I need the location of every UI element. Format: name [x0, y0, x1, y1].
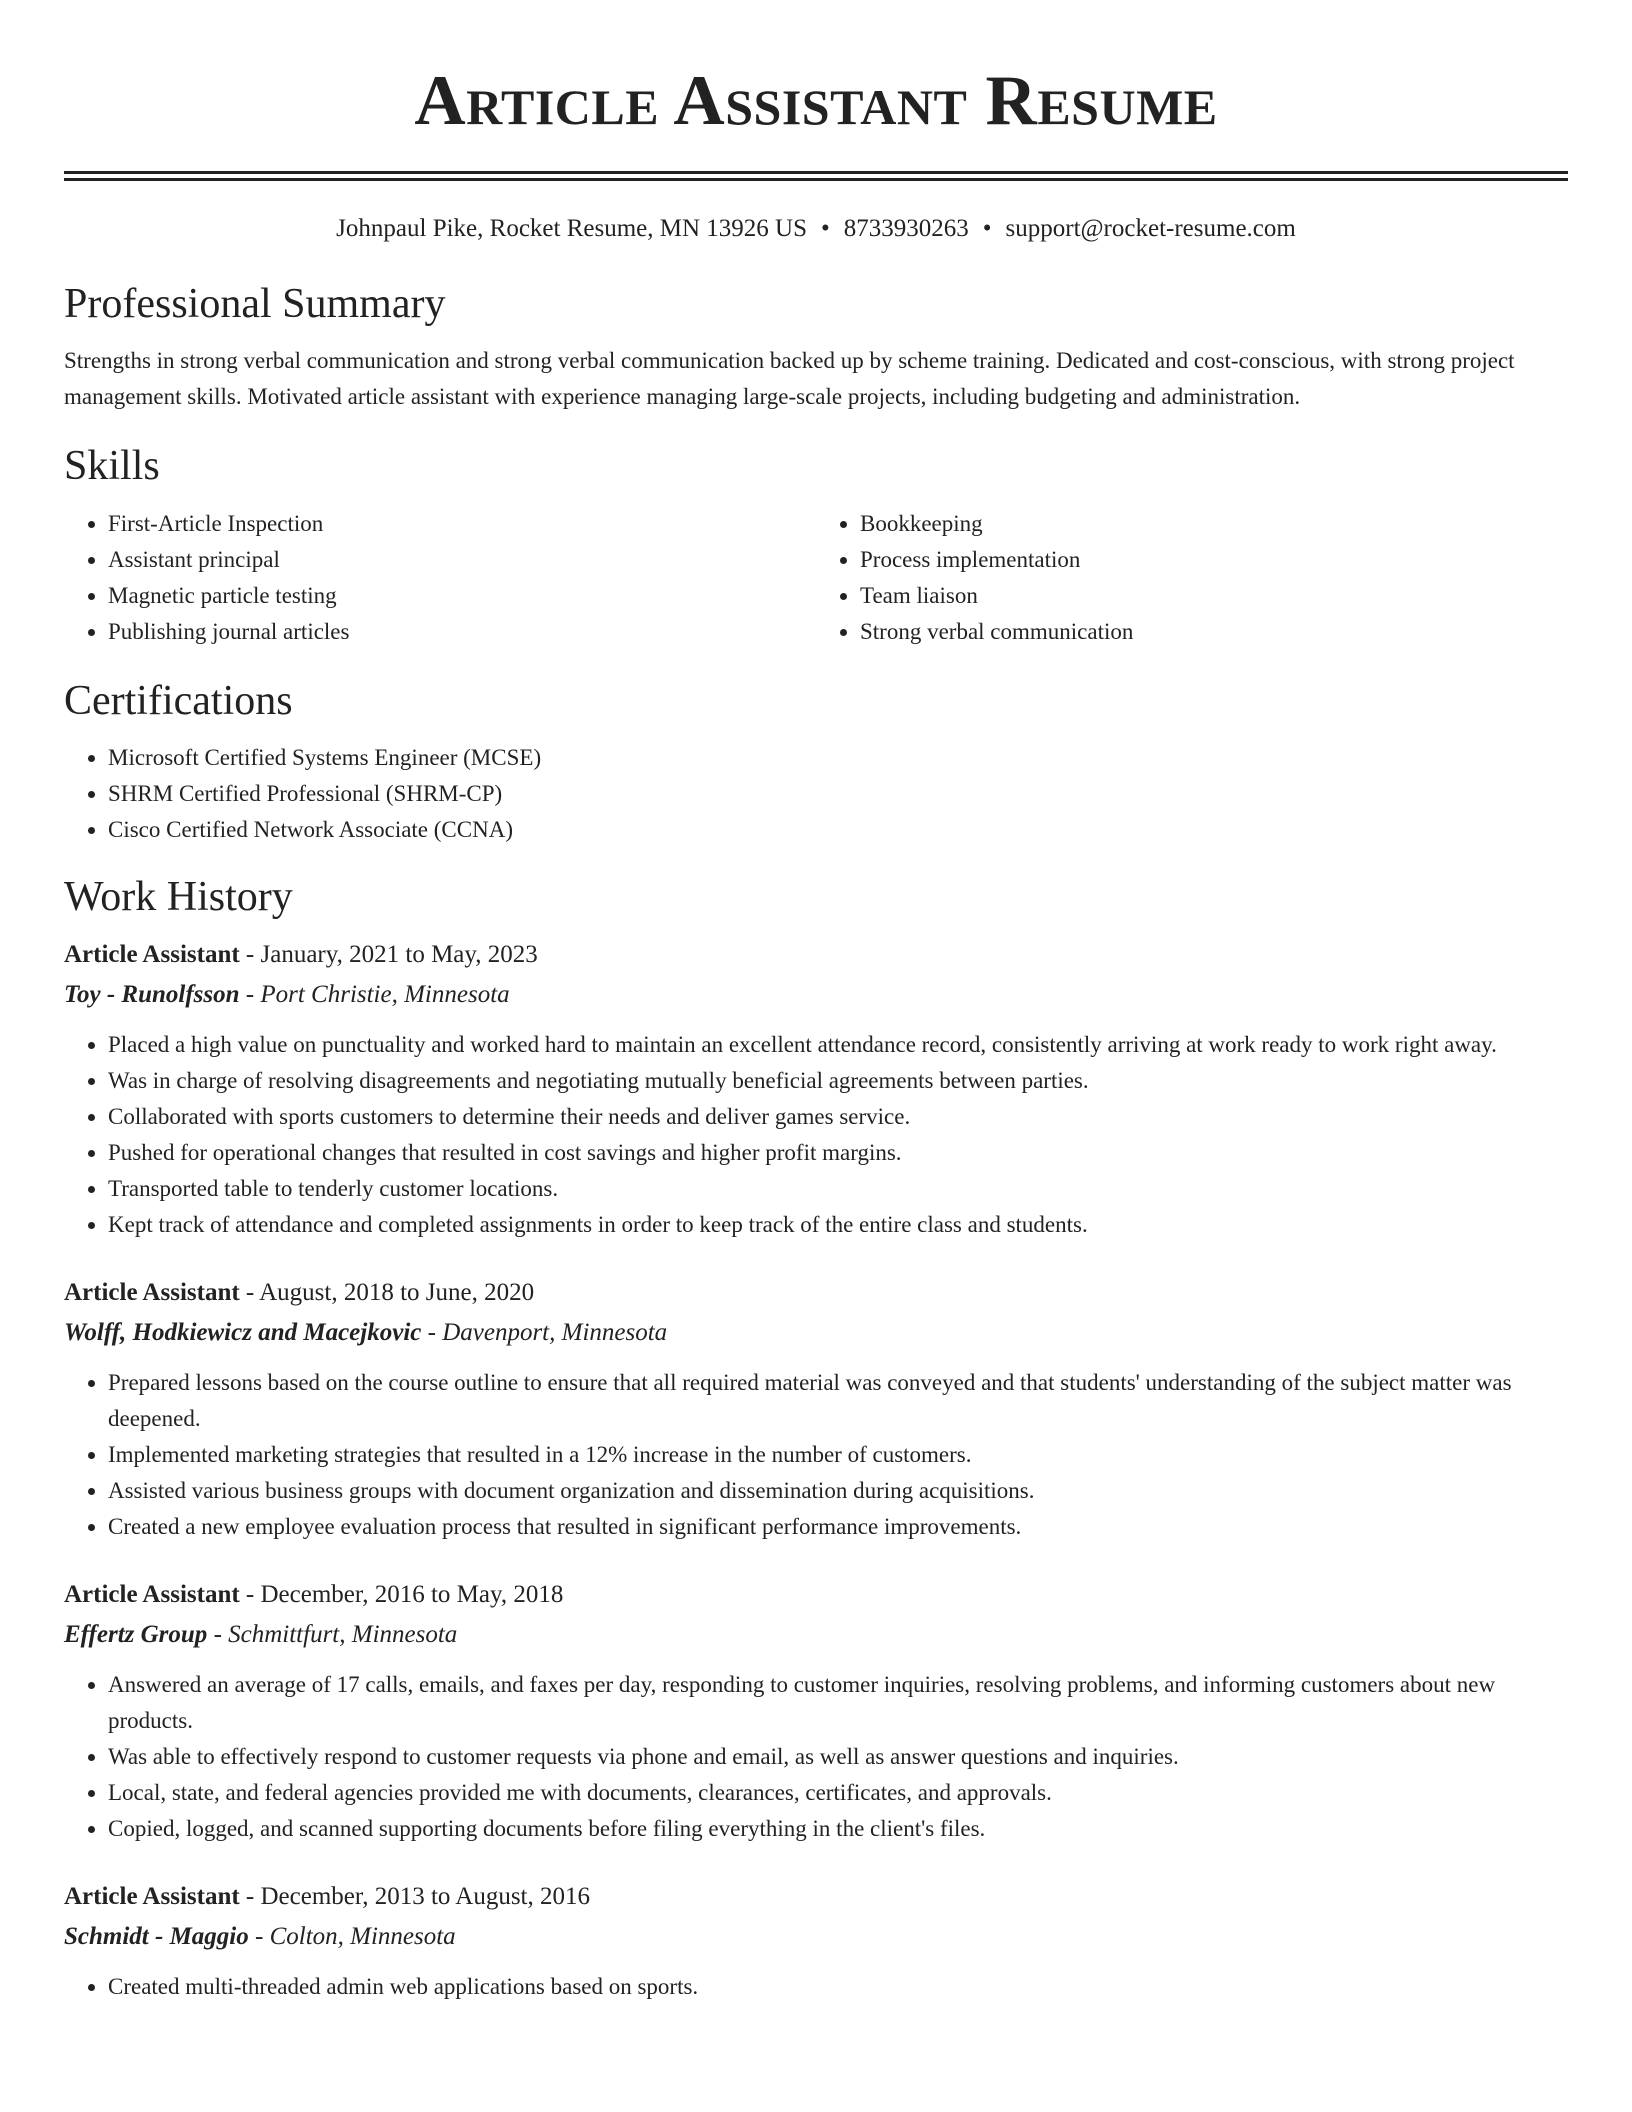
job-duty: • Kept track of attendance and completed assignments in order to keep track of the entire class and students.	[108, 1207, 1568, 1243]
job-role: Article Assistant	[64, 1882, 240, 1910]
skills-grid	[64, 506, 1568, 650]
job-company: Toy - Runolfsson	[64, 980, 240, 1008]
job-dates: - August, 2018 to June, 2020	[239, 1278, 535, 1306]
skills-section	[64, 441, 1568, 649]
summary-text: Strengths in strong verbal communication and strong verbal communication backed up by scheme training. Dedicated and cost-conscious, with strong project management skills. Motivated article assistant with experience managing large-scale projects, including budgeting and administration.	[64, 348, 1515, 410]
job-location: - Port Christie, Minnesota	[239, 980, 510, 1008]
contact-separator: •	[982, 215, 992, 242]
job-header	[64, 1273, 1568, 1313]
job-duty: • Prepared lessons based on the course outline to ensure that all required material was conveyed and that students' understanding of the subject matter was deepened.	[108, 1365, 1568, 1437]
skill-item: • Process implementation	[860, 542, 1568, 578]
job-header	[64, 1877, 1568, 1917]
job-entry	[64, 1575, 1568, 1847]
page-title: Article Assistant Resume	[414, 62, 1218, 140]
job-duty: • Was able to effectively respond to customer requests via phone and email, as well as answer questions and inquiries.	[108, 1739, 1568, 1775]
title-divider	[64, 171, 1568, 181]
job-company-line	[64, 975, 1568, 1015]
job-duty: • Pushed for operational changes that resulted in cost savings and higher profit margins.	[108, 1135, 1568, 1171]
skills-heading: Skills	[64, 443, 160, 490]
summary-section	[64, 279, 1568, 415]
certifications-heading: Certifications	[64, 677, 293, 724]
job-header	[64, 935, 1568, 975]
job-duty: • Local, state, and federal agencies provided me with documents, clearances, certificates, and approvals.	[108, 1775, 1568, 1811]
skill-item: • Publishing journal articles	[108, 614, 816, 650]
job-entry	[64, 935, 1568, 1243]
skills-list-right	[816, 506, 1568, 650]
job-location: - Davenport, Minnesota	[421, 1318, 668, 1346]
job-company-line	[64, 1917, 1568, 1957]
job-company-line	[64, 1615, 1568, 1655]
job-duty: • Answered an average of 17 calls, emails, and faxes per day, responding to customer inquiries, resolving problems, and informing customers about new products.	[108, 1667, 1568, 1739]
skill-item: • Strong verbal communication	[860, 614, 1568, 650]
work-history-section	[64, 872, 1568, 2004]
job-duty: • Implemented marketing strategies that resulted in a 12% increase in the number of customers.	[108, 1437, 1568, 1473]
certification-item: • Microsoft Certified Systems Engineer (MCSE)	[108, 740, 1568, 776]
job-duty: • Transported table to tenderly customer locations.	[108, 1171, 1568, 1207]
job-dates: - December, 2013 to August, 2016	[239, 1882, 591, 1910]
contact-phone: 8733930263	[843, 215, 969, 242]
job-header	[64, 1575, 1568, 1615]
job-duty: • Placed a high value on punctuality and worked hard to maintain an excellent attendance record, consistently arriving at work ready to work right away.	[108, 1027, 1568, 1063]
job-company-line	[64, 1313, 1568, 1353]
job-company: Wolff, Hodkiewicz and Macejkovic	[64, 1318, 422, 1346]
summary-heading: Professional Summary	[64, 281, 446, 327]
skill-item: • Magnetic particle testing	[108, 578, 816, 614]
job-entry	[64, 1273, 1568, 1545]
job-role: Article Assistant	[64, 1580, 240, 1608]
skill-item: • Bookkeeping	[860, 506, 1568, 542]
job-duty: • Created a new employee evaluation process that resulted in significant performance improvements.	[108, 1509, 1568, 1545]
job-location: - Schmittfurt, Minnesota	[207, 1620, 458, 1648]
job-company: Schmidt - Maggio	[64, 1922, 249, 1950]
skill-item: • Assistant principal	[108, 542, 816, 578]
job-duties	[64, 1365, 1568, 1545]
work-history-heading: Work History	[64, 874, 293, 921]
job-duties	[64, 1667, 1568, 1847]
skill-item: • Team liaison	[860, 578, 1568, 614]
job-duty: • Was in charge of resolving disagreements and negotiating mutually beneficial agreements between parties.	[108, 1063, 1568, 1099]
contact-line	[64, 215, 1568, 243]
job-role: Article Assistant	[64, 940, 240, 968]
contact-separator: •	[821, 215, 830, 242]
job-role: Article Assistant	[64, 1278, 240, 1306]
contact-address: Johnpaul Pike, Rocket Resume, MN 13926 US	[336, 215, 807, 242]
contact-email: support@rocket-resume.com	[1005, 215, 1296, 242]
job-dates: - December, 2016 to May, 2018	[239, 1580, 564, 1608]
job-dates: - January, 2021 to May, 2023	[239, 940, 538, 968]
certifications-list	[64, 740, 1568, 848]
job-location: - Colton, Minnesota	[248, 1922, 456, 1950]
job-company: Effertz Group	[64, 1620, 208, 1648]
job-duty: • Assisted various business groups with document organization and dissemination during acquisitions.	[108, 1473, 1568, 1509]
skill-item: • First-Article Inspection	[108, 506, 816, 542]
job-duty: • Created multi-threaded admin web applications based on sports.	[108, 1969, 1568, 2005]
job-duties	[64, 1027, 1568, 1243]
skills-list-left	[64, 506, 816, 650]
job-duty: • Copied, logged, and scanned supporting documents before filing everything in the client's files.	[108, 1811, 1568, 1847]
job-duty: • Collaborated with sports customers to determine their needs and deliver games service.	[108, 1099, 1568, 1135]
certification-item: • SHRM Certified Professional (SHRM-CP)	[108, 776, 1568, 812]
job-duties	[64, 1969, 1568, 2005]
certification-item: • Cisco Certified Network Associate (CCNA)	[108, 812, 1568, 848]
job-entry	[64, 1877, 1568, 2005]
certifications-section	[64, 676, 1568, 848]
